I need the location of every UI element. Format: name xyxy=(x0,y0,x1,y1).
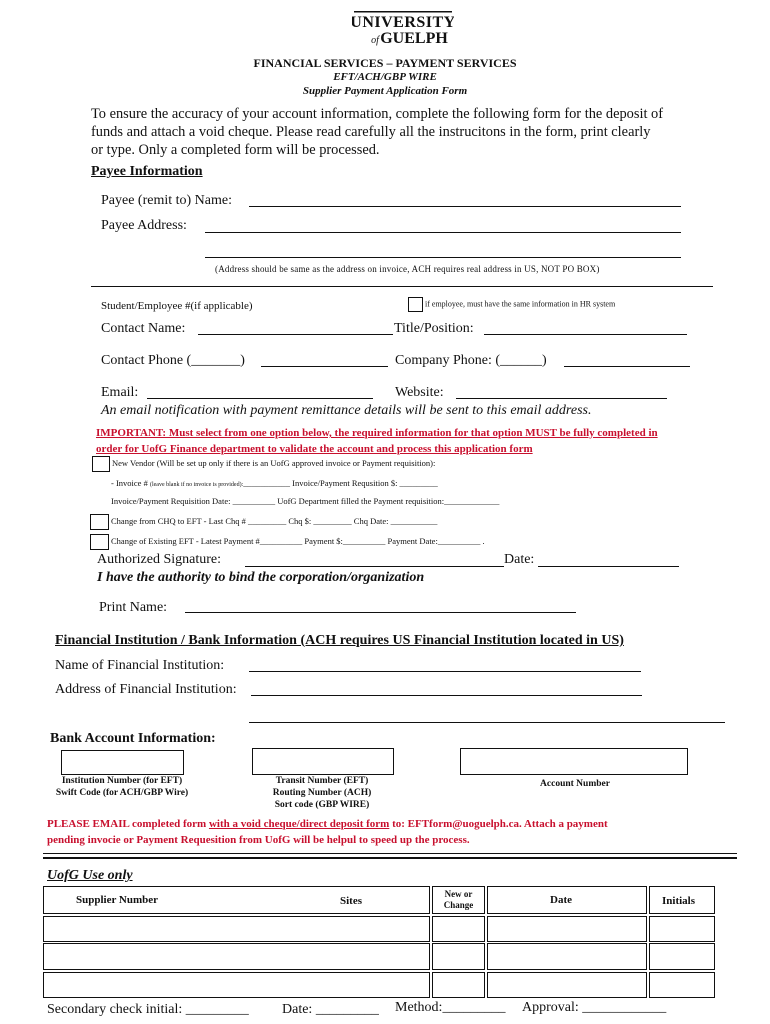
transit-number-text: Transit Number (EFT) xyxy=(275,776,369,786)
employee-checkbox[interactable] xyxy=(408,297,423,312)
header-subtitle: EFT/ACH/GBP WIRE xyxy=(333,71,437,83)
contact-name-field[interactable] xyxy=(198,334,393,335)
table-row-1-date[interactable] xyxy=(487,916,647,942)
divider xyxy=(91,286,713,287)
change-eft-label: Change of Existing EFT - Latest Payment #__________ Payment $:__________ Payment Date:__________ . xyxy=(111,535,485,546)
employee-note: if employee, must have the same information in HR system xyxy=(425,299,616,309)
company-phone-label: Company Phone: (______) xyxy=(395,353,547,368)
account-number-caption: Account Number xyxy=(540,779,610,789)
payee-heading: Payee Information xyxy=(91,164,203,179)
table-row-3-date[interactable] xyxy=(487,972,647,998)
initials-header xyxy=(649,886,715,914)
contact-phone-field[interactable] xyxy=(261,366,388,367)
invoice-small-note: (leave blank if no invoice is provided): xyxy=(149,482,244,488)
authority-text: I have the authority to bind the corporation/organization xyxy=(97,570,425,585)
date-header-text: Date xyxy=(550,894,572,906)
payee-name-field[interactable] xyxy=(249,206,681,207)
website-field[interactable] xyxy=(456,398,667,399)
intro-line1: To ensure the accuracy of your account information, complete the following form for the deposit of xyxy=(91,106,664,122)
institution-address-label: Address of Financial Institution: xyxy=(55,682,237,697)
table-row-3-change[interactable] xyxy=(432,972,485,998)
supplier-number-header xyxy=(43,886,430,914)
email-instruction-suffix: to: EFTform@uoguelph.ca. Attach a payment xyxy=(389,818,608,830)
initials-header-text: Initials xyxy=(662,895,696,907)
website-label: Website: xyxy=(395,385,444,400)
institution-name-label: Name of Financial Institution: xyxy=(55,658,225,673)
invoice-date-row: Invoice/Payment Requisition Date: __________ UofG Department filled the Payment requisition:_____________ xyxy=(111,496,500,506)
new-vendor-checkbox[interactable] xyxy=(92,456,110,472)
sites-header-text: Sites xyxy=(340,895,362,907)
table-row-2-initials[interactable] xyxy=(649,943,715,970)
date-header xyxy=(487,886,647,914)
print-name-field[interactable] xyxy=(185,612,576,613)
change-eft-row xyxy=(90,534,485,550)
header-title: FINANCIAL SERVICES – PAYMENT SERVICES xyxy=(253,56,517,70)
important-line2: order for UofG Finance department to validate the account and process this application form xyxy=(96,443,533,455)
payee-address-field-2[interactable] xyxy=(205,257,681,258)
logo-line1: UNIVERSITY xyxy=(352,14,454,31)
signature-label: Authorized Signature: xyxy=(97,552,222,567)
bank-heading: Financial Institution / Bank Information (ACH requires US Financial Institution located in US) xyxy=(55,633,624,648)
footer-date: Date: _________ xyxy=(282,1002,379,1017)
new-vendor-row xyxy=(92,456,435,472)
account-info-heading: Bank Account Information: xyxy=(50,731,216,746)
payee-address-note: (Address should be same as the address on invoice, ACH requires real address in US, NOT PO BOX) xyxy=(215,264,600,274)
table-row-3-initials[interactable] xyxy=(649,972,715,998)
print-name-label: Print Name: xyxy=(99,600,168,615)
change-text: Change xyxy=(443,900,474,910)
routing-number-text: Routing Number (ACH) xyxy=(272,788,372,798)
sort-code-text: Sort code (GBP WIRE) xyxy=(274,800,370,810)
account-number-box[interactable] xyxy=(460,748,688,775)
table-row-2-change[interactable] xyxy=(432,943,485,970)
signature-date-field[interactable] xyxy=(538,566,679,567)
footer-method: Method:_________ xyxy=(395,1000,506,1015)
divider-bottom xyxy=(43,857,737,859)
table-row-1-initials[interactable] xyxy=(649,916,715,942)
email-instruction-prefix: PLEASE EMAIL completed form xyxy=(47,818,209,830)
institution-number-caption xyxy=(52,775,192,799)
institution-address-field-1[interactable] xyxy=(251,695,642,696)
employee-checkbox-row xyxy=(408,297,615,312)
header-form-name: Supplier Payment Application Form xyxy=(302,85,468,97)
email-note: An email notification with payment remittance details will be sent to this email address. xyxy=(101,403,592,418)
payee-address-label: Payee Address: xyxy=(101,218,187,233)
uofg-use-heading: UofG Use only xyxy=(47,868,133,883)
new-vendor-label: New Vendor (Will be set up only if there is an UofG approved invoice or Payment requisition): xyxy=(112,457,436,468)
institution-name-field[interactable] xyxy=(249,671,641,672)
change-chq-label: Change from CHQ to EFT - Last Chq # _________ Chq $: _________ Chq Date: ___________ xyxy=(111,515,438,526)
change-chq-row xyxy=(90,514,437,530)
contact-phone-label: Contact Phone (_______) xyxy=(101,353,245,368)
invoice-suffix: ___________ Invoice/Payment Requsition $: _________ xyxy=(243,478,438,488)
important-line1: IMPORTANT: Must select from one option below, the required information for that option MUST be fully completed in xyxy=(96,427,658,439)
change-chq-checkbox[interactable] xyxy=(90,514,109,530)
table-row-2-date[interactable] xyxy=(487,943,647,970)
university-logo xyxy=(352,10,454,48)
email-field[interactable] xyxy=(147,398,373,399)
email-instruction-line1 xyxy=(47,818,608,830)
title-label: Title/Position: xyxy=(394,321,474,336)
email-instruction-underlined: with a void cheque/direct deposit form xyxy=(208,818,390,830)
contact-name-label: Contact Name: xyxy=(101,321,186,336)
student-employee-label: Student/Employee #(if applicable) xyxy=(101,300,253,312)
invoice-prefix: - Invoice # xyxy=(111,478,148,488)
transit-number-box[interactable] xyxy=(252,748,394,775)
title-field[interactable] xyxy=(484,334,687,335)
invoice-row xyxy=(111,478,438,488)
signature-field[interactable] xyxy=(245,566,504,567)
table-row-3-supplier[interactable] xyxy=(43,972,430,998)
new-or-change-header xyxy=(432,886,485,914)
secondary-check: Secondary check initial: _________ xyxy=(47,1002,249,1017)
institution-number-text: Institution Number (for EFT) xyxy=(61,776,183,786)
email-instruction-line2: pending invocie or Payment Requesition from UofG will be helpul to speed up the process. xyxy=(47,834,470,846)
payee-address-field-1[interactable] xyxy=(205,232,681,233)
supplier-number-header-text: Supplier Number xyxy=(76,894,159,906)
intro-line3: or type. Only a completed form will be processed. xyxy=(91,142,380,158)
footer-approval: Approval: ____________ xyxy=(522,1000,667,1015)
swift-code-text: Swift Code (for ACH/GBP Wire) xyxy=(55,788,189,798)
logo-of: of xyxy=(371,35,379,46)
divider-top xyxy=(43,853,737,854)
table-row-1-change[interactable] xyxy=(432,916,485,942)
logo-line2: GUELPH xyxy=(380,30,448,47)
table-row-1-supplier[interactable] xyxy=(43,916,430,942)
new-or-text: New or xyxy=(444,889,473,899)
institution-number-box[interactable] xyxy=(61,750,184,775)
signature-date-label: Date: xyxy=(504,552,535,567)
change-eft-checkbox[interactable] xyxy=(90,534,109,550)
email-label: Email: xyxy=(101,385,139,400)
intro-line2: funds and attach a void cheque. Please read carefully all the instrucitons in the form, print clearly xyxy=(91,124,651,140)
table-row-2-supplier[interactable] xyxy=(43,943,430,970)
transit-number-caption xyxy=(247,775,397,811)
company-phone-field[interactable] xyxy=(564,366,690,367)
payee-name-label: Payee (remit to) Name: xyxy=(101,193,233,208)
institution-address-field-2[interactable] xyxy=(249,722,725,723)
